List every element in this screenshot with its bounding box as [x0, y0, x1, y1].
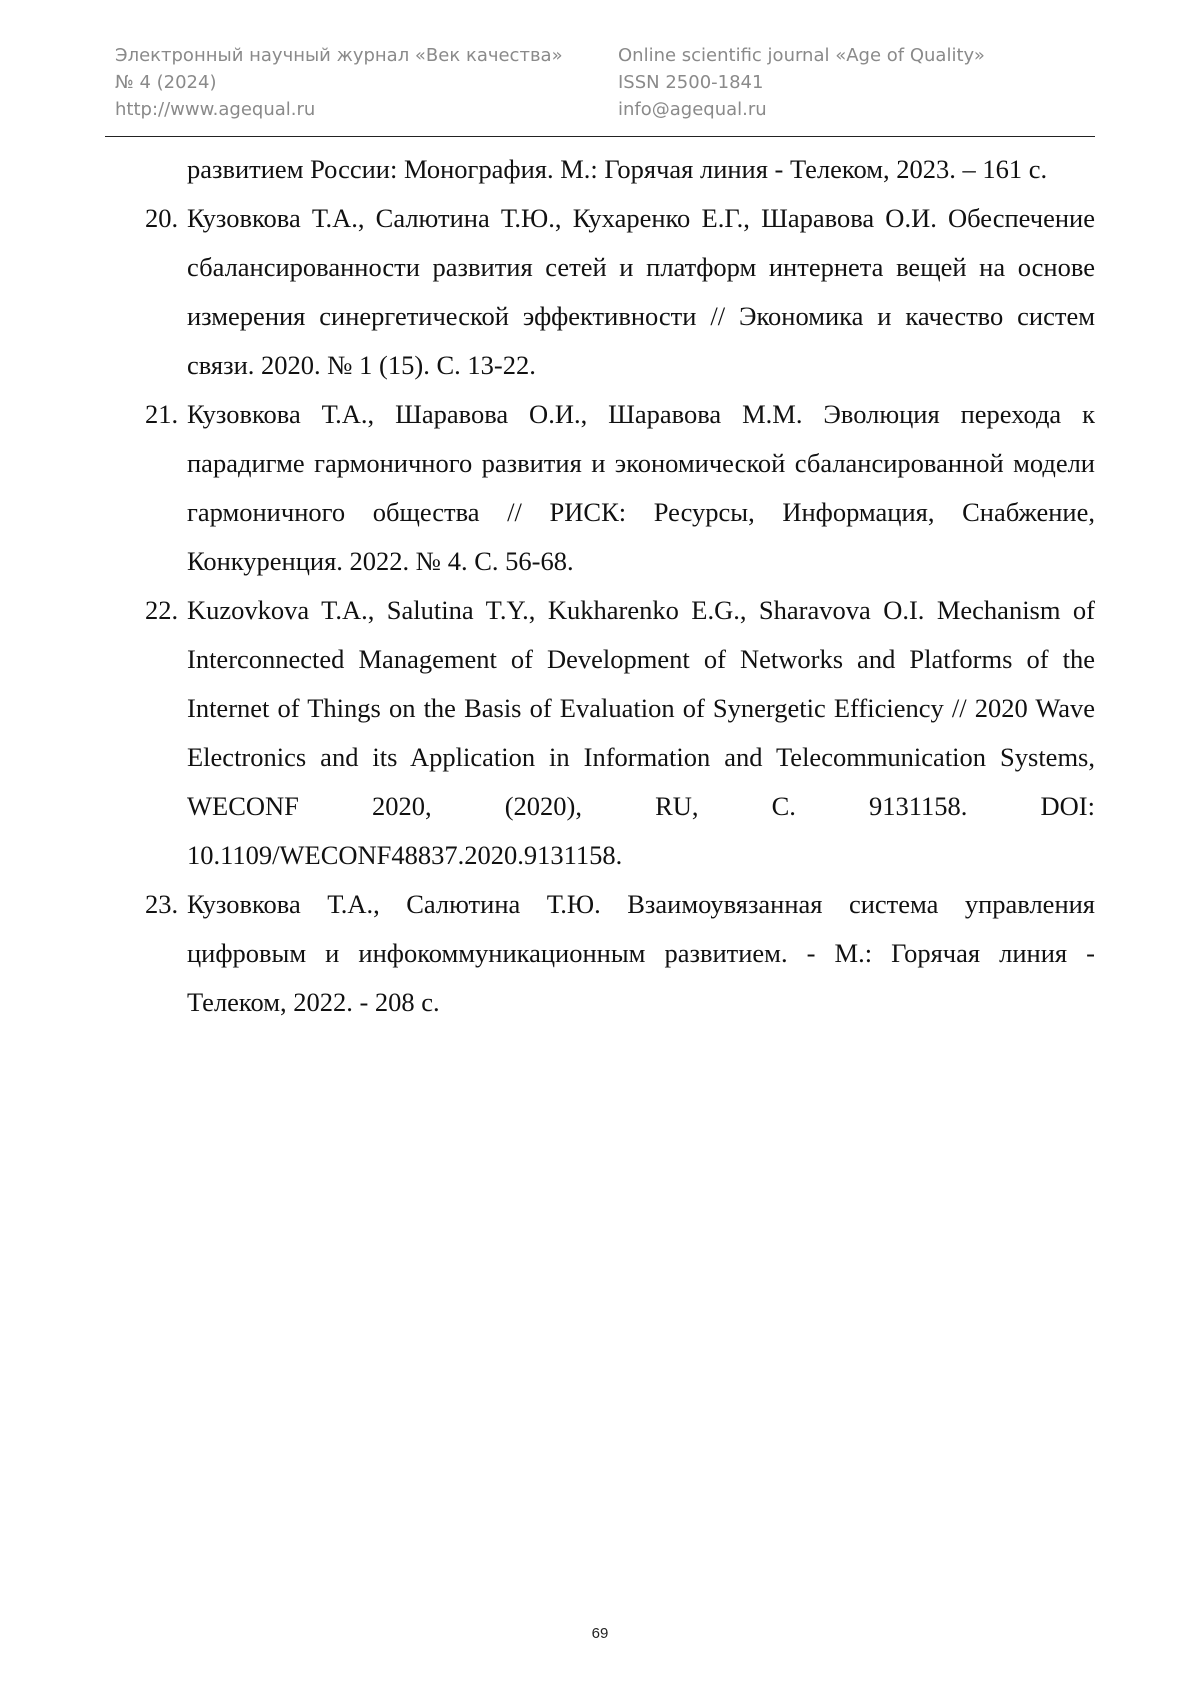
page-number: 69	[591, 1625, 609, 1642]
reference-number: 22.	[145, 595, 179, 625]
reference-item-22	[145, 586, 1095, 880]
journal-title-en: Online scientific journal «Age of Quality»	[618, 45, 985, 66]
reference-text: Kuzovkova T.A., Salutina T.Y., Kukharenko E.G., Sharavova O.I. Mechanism of Interconnected Management of Development of Networks and Platforms of the Internet of Things on the Basis of Evaluation of Synergetic Efficiency // 2020 Wave Electronics and its Application in Information and Telecommunication Systems, WECONF 2020, (2020), RU, C. 9131158. DOI: 10.1109/WECONF48837.2020.9131158.	[187, 595, 1095, 870]
reference-number: 21.	[145, 399, 179, 429]
reference-number: 23.	[145, 889, 179, 919]
journal-url: http://www.agequal.ru	[115, 99, 316, 120]
journal-email: info@agequal.ru	[618, 99, 767, 120]
reference-text: Кузовкова Т.А., Салютина Т.Ю., Кухаренко Е.Г., Шаравова О.И. Обеспечение сбалансированности развития сетей и платформ интернета вещей на основе измерения синергетической эффективности // Экономика и качество систем связи. 2020. № 1 (15). С. 13-22.	[187, 203, 1095, 380]
issue-number: № 4 (2024)	[115, 72, 217, 93]
reference-text: Кузовкова Т.А., Салютина Т.Ю. Взаимоувязанная система управления цифровым и инфокоммуникационным развитием. - М.: Горячая линия - Телеком, 2022. - 208 с.	[187, 889, 1095, 1017]
journal-title-ru: Электронный научный журнал «Век качества»	[115, 45, 563, 66]
reference-number: 20.	[145, 203, 179, 233]
header-divider	[105, 136, 1095, 137]
reference-text: Кузовкова Т.А., Шаравова О.И., Шаравова М.М. Эволюция перехода к парадигме гармоничного развития и экономической сбалансированной модели гармоничного общества // РИСК: Ресурсы, Информация, Снабжение, Конкуренция. 2022. № 4. С. 56-68.	[187, 399, 1095, 576]
reference-item-23	[145, 880, 1095, 1027]
issn: ISSN 2500-1841	[618, 72, 764, 93]
reference-continuation: развитием России: Монография. М.: Горячая линия - Телеком, 2023. – 161 с.	[187, 154, 1048, 184]
reference-item-20	[145, 194, 1095, 390]
reference-item-21	[145, 390, 1095, 586]
reference-list	[145, 145, 1095, 1027]
header-right	[618, 42, 985, 123]
page-header	[0, 0, 1200, 140]
header-left	[115, 42, 563, 123]
